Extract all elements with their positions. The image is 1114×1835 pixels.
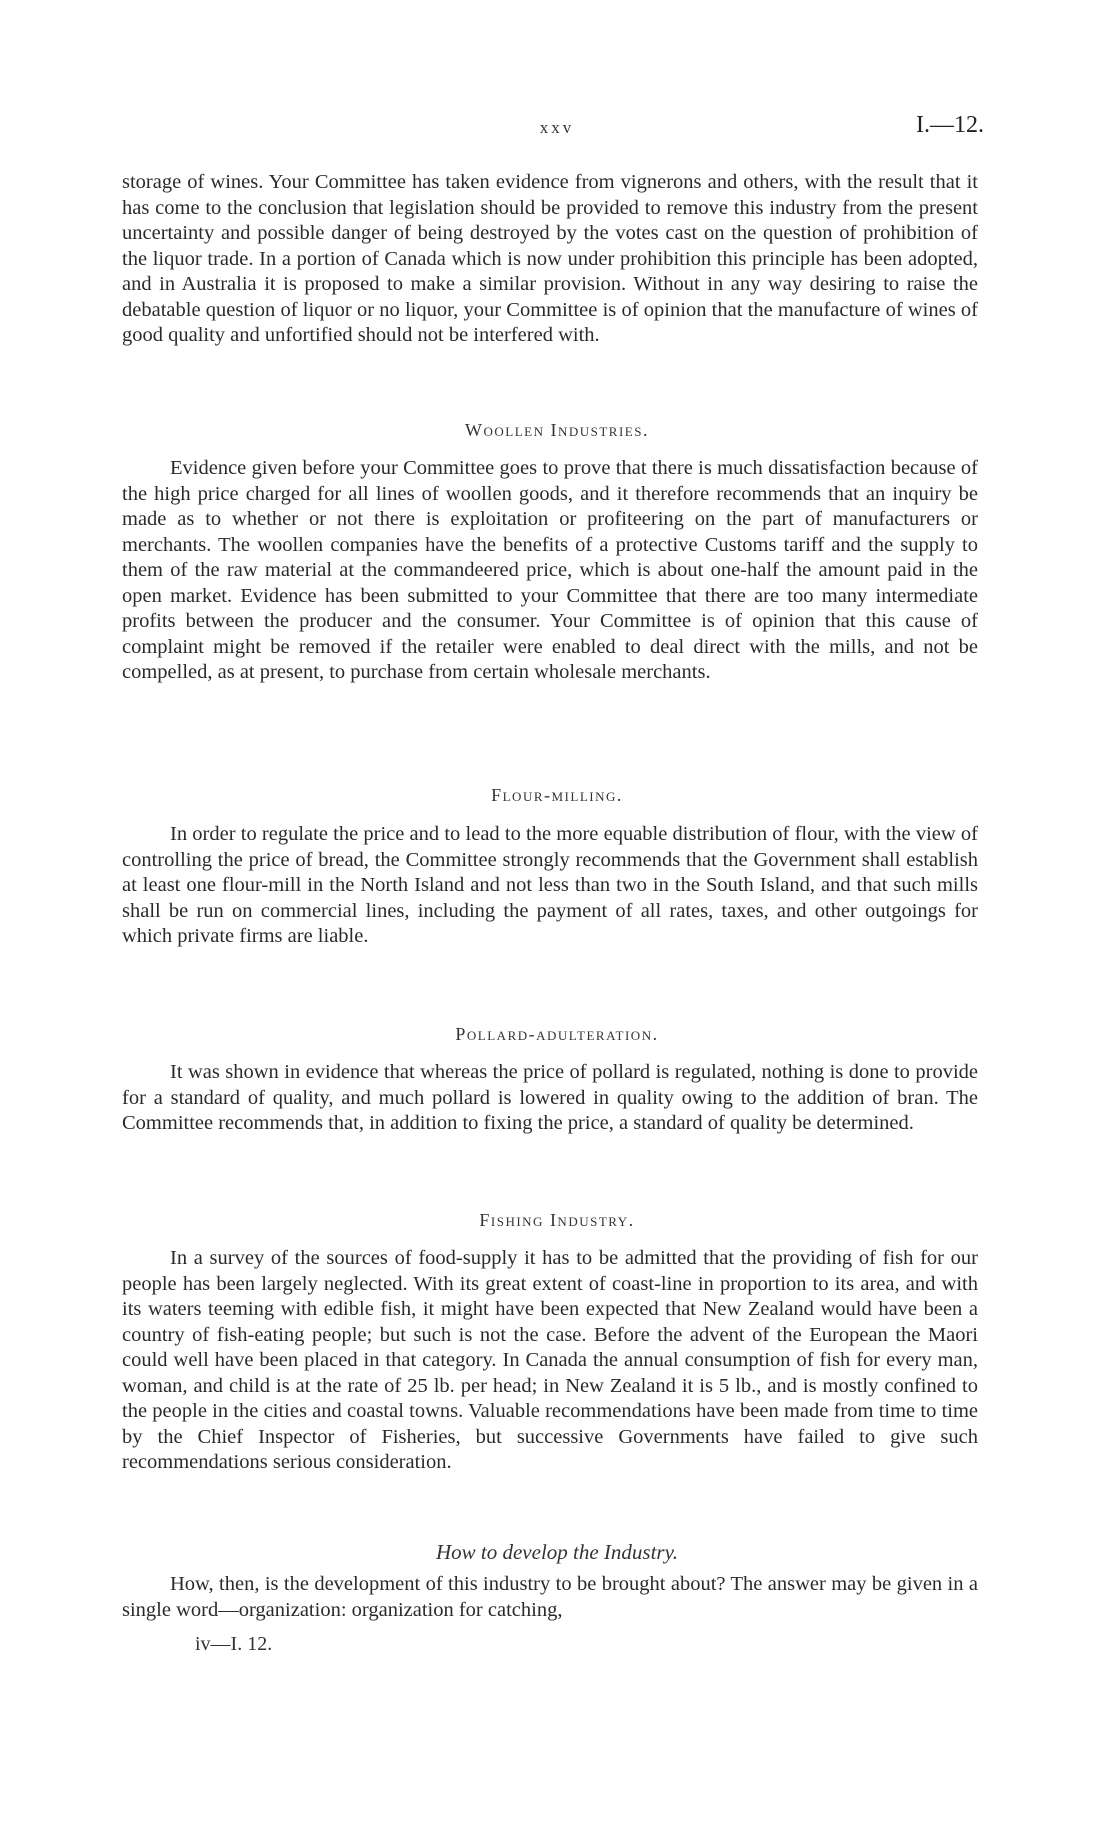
develop-paragraph: How, then, is the development of this industry to be brought about? The answer may be given in a single word—organization: organization for catching, bbox=[122, 1573, 978, 1621]
page-number: xxv bbox=[539, 118, 575, 137]
pollard-paragraph: It was shown in evidence that whereas the price of pollard is regulated, nothing is done to provide for a standard of quality, and much pollard is lowered in quality owing to the addition of bran. The Committee recommends that, in addition to fixing the price, a standard of quality be determined. bbox=[122, 1061, 978, 1134]
develop-subheading: How to develop the Industry. bbox=[435, 1540, 679, 1564]
flour-heading: Flour-milling. bbox=[491, 785, 623, 805]
paper-reference: I.—12. bbox=[916, 112, 984, 138]
woollen-paragraph: Evidence given before your Committee goes to prove that there is much dissatisfaction because of the high price charged for all lines of woollen goods, and it therefore recommends that an inquiry be made as to whether or not there is exploitation or profiteering on the part of manufacturers or merchants. The woollen companies have the benefits of a protective Customs tariff and the supply to them of the raw material at the commandeered price, which is about one-half the amount paid in the open market. Evidence has been submitted to your Committee that there are too many intermediate profits between the producer and the consumer. Your Committee is of opinion that this cause of complaint might be removed if the retailer were enabled to deal direct with the mills, and not be compelled, as at present, to purchase from certain wholesale merchants. bbox=[122, 457, 978, 683]
signature-mark: iv—I. 12. bbox=[195, 1633, 273, 1655]
woollen-heading: Woollen Industries. bbox=[465, 420, 649, 440]
pollard-heading: Pollard-adulteration. bbox=[455, 1024, 659, 1044]
intro-paragraph: storage of wines. Your Committee has taken evidence from vignerons and others, with the result that it has come to the conclusion that legislation should be provided to remove this industry from the present uncertainty and possible danger of being destroyed by the votes cast on the question of prohibition of the liquor trade. In a portion of Canada which is now under prohibition this principle has been adopted, and in Australia it is proposed to make a similar provision. Without in any way desiring to raise the debatable question of liquor or no liquor, your Committee is of opinion that the manufacture of wines of good quality and unfortified should not be interfered with. bbox=[122, 171, 978, 346]
fishing-heading: Fishing Industry. bbox=[479, 1210, 635, 1230]
flour-paragraph: In order to regulate the price and to lead to the more equable distribution of flour, with the view of controlling the price of bread, the Committee strongly recommends that the Government shall establish at least one flour-mill in the North Island and not less than two in the South Island, and that such mills shall be run on commercial lines, including the payment of all rates, taxes, and other outgoings for which private firms are liable. bbox=[122, 823, 978, 947]
fishing-paragraph: In a survey of the sources of food-supply it has to be admitted that the providing of fish for our people has been largely neglected. With its great extent of coast-line in proportion to its area, and with its waters teeming with edible fish, it might have been expected that New Zealand would have been a country of fish-eating people; but such is not the case. Before the advent of the European the Maori could well have been placed in that category. In Canada the annual consumption of fish for every man, woman, and child is at the rate of 25 lb. per head; in New Zealand it is 5 lb., and is mostly confined to the people in the cities and coastal towns. Valuable recommendations have been made from time to time by the Chief Inspector of Fisheries, but successive Governments have failed to give such recommendations serious consideration. bbox=[122, 1247, 978, 1473]
